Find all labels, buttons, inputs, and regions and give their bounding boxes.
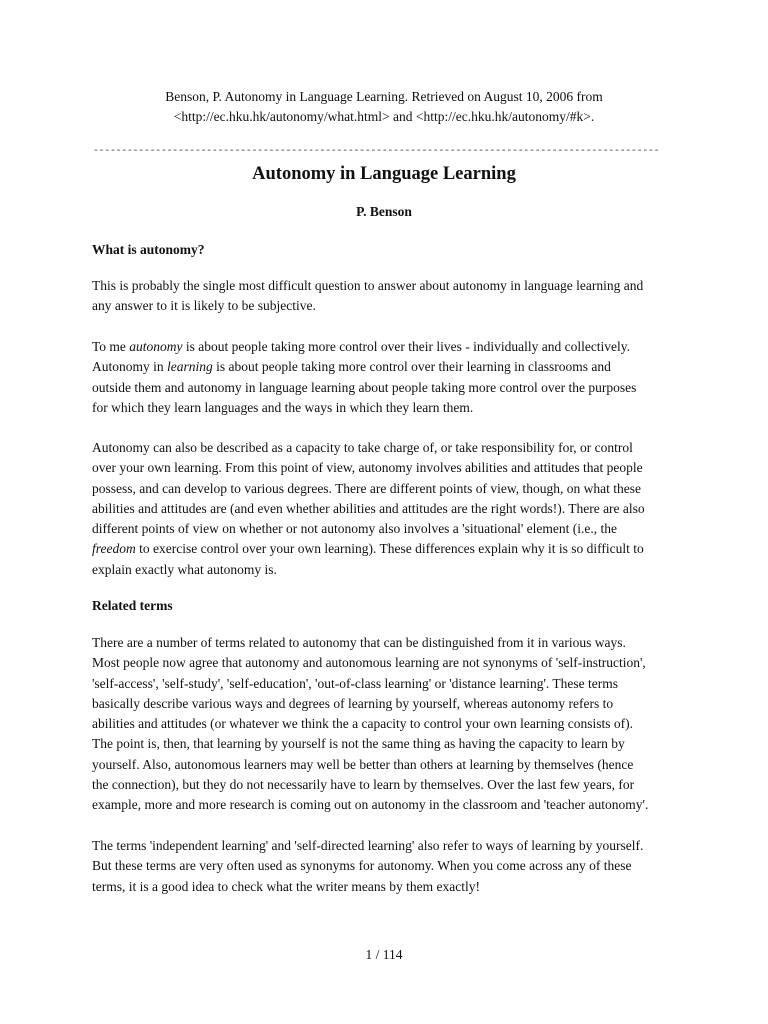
italic-learning: learning	[167, 359, 213, 375]
heading-what-is-autonomy: What is autonomy?	[92, 242, 205, 257]
paragraph-line: example, more and more research is coming out on autonomy in the classroom and 'teacher autonomy'.	[92, 797, 649, 813]
paragraph-line: Autonomy in learning is about people taking more control over their learning in classrooms and	[92, 359, 611, 375]
paragraph-line: There are a number of terms related to autonomy that can be distinguished from it in various ways.	[92, 635, 626, 650]
paragraph-line: basically describe various ways and degrees of learning by yourself, whereas autonomy refers to	[92, 695, 614, 711]
separator-line: ----------------------------------------------------------------------------------------------------	[93, 145, 660, 156]
author: P. Benson	[356, 204, 412, 219]
paragraph-line: the connection), but they do not necessarily have to learn by themselves. Over the last few years, for	[92, 777, 635, 793]
paragraph-related-2	[92, 836, 687, 897]
paragraph-what-2	[92, 337, 687, 418]
paragraph-line: yourself. Also, autonomous learners may well be better than others at learning by themselves (hence	[92, 756, 634, 772]
italic-autonomy: autonomy	[129, 339, 183, 354]
paragraph-line: freedom to exercise control over your own learning). These differences explain why it is so difficult to	[92, 541, 644, 557]
paragraph-line: outside them and autonomy in language learning about people taking more control over the purposes	[92, 379, 637, 395]
page-indicator: 1 / 114	[365, 947, 403, 962]
citation-line-1: Benson, P. Autonomy in Language Learning. Retrieved on August 10, 2006 from	[165, 89, 603, 104]
paragraph-what-1	[92, 276, 687, 317]
paragraph-line: To me autonomy is about people taking more control over their lives - individually and collectively.	[92, 339, 631, 354]
paragraph-line: explain exactly what autonomy is.	[92, 561, 277, 577]
paragraph-line: over your own learning. From this point of view, autonomy involves abilities and attitudes that people	[92, 460, 643, 476]
citation-line-2: <http://ec.hku.hk/autonomy/what.html> and <http://ec.hku.hk/autonomy/#k>.	[173, 109, 595, 124]
italic-freedom: freedom	[92, 541, 136, 557]
document-title: Autonomy in Language Learning	[252, 164, 516, 184]
paragraph-line: This is probably the single most difficult question to answer about autonomy in language learning and	[92, 278, 644, 293]
paragraph-line: different points of view on whether or not autonomy also involves a 'situational' element (i.e., the	[92, 521, 617, 537]
heading-related-terms: Related terms	[92, 598, 173, 613]
paragraph-line: The terms 'independent learning' and 'self-directed learning' also refer to ways of learning by yourself.	[92, 838, 644, 853]
paragraph-line: possess, and can develop to various degrees. There are different points of view, though, on what these	[92, 480, 641, 496]
paragraph-line: terms, it is a good idea to check what the writer means by them exactly!	[92, 878, 480, 894]
paragraph-line: Most people now agree that autonomy and autonomous learning are not synonyms of 'self-instruction',	[92, 655, 646, 671]
citation	[100, 87, 668, 127]
paragraph-line: abilities and attitudes (or whatever we think the a capacity to control your own learning consists of).	[92, 716, 633, 732]
paragraph-line: for which they learn languages and the ways in which they learn them.	[92, 399, 474, 415]
paragraph-line: The point is, then, that learning by yourself is not the same thing as having the capacity to learn by	[92, 736, 625, 752]
paragraph-line: 'self-access', 'self-study', 'self-education', 'out-of-class learning' or 'distance learning'. These terms	[92, 675, 619, 691]
paragraph-what-3	[92, 438, 687, 580]
paragraph-line: abilities and attitudes are (and even whether abilities and attitudes are the right words!). There are also	[92, 500, 645, 516]
paragraph-line: any answer to it is likely to be subjective.	[92, 298, 316, 314]
paragraph-line: Autonomy can also be described as a capacity to take charge of, or take responsibility for, or control	[92, 440, 633, 455]
paragraph-line: But these terms are very often used as synonyms for autonomy. When you come across any of these	[92, 858, 632, 874]
paragraph-related-1	[92, 633, 687, 816]
